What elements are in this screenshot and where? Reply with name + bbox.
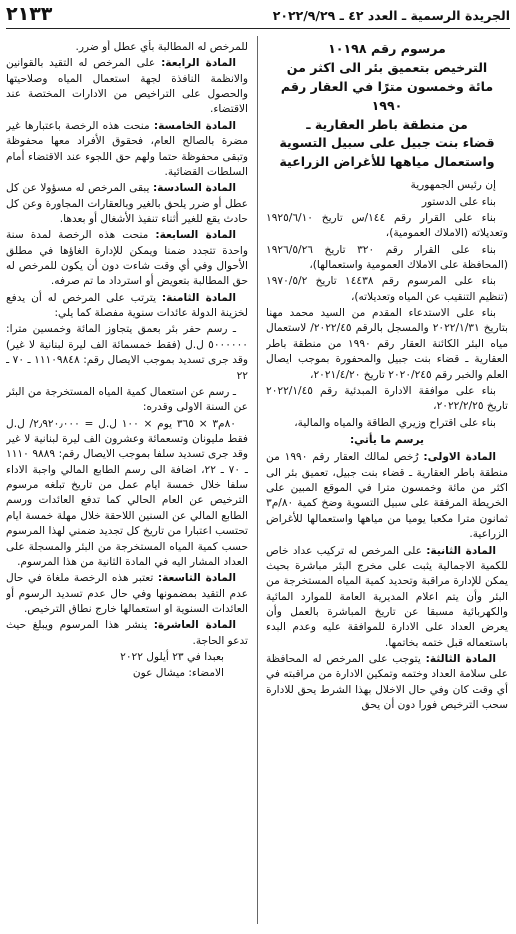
article xyxy=(266,652,508,713)
preamble-line: إن رئيس الجمهورية xyxy=(410,179,496,192)
page-number: ٢١٣٣ xyxy=(6,3,53,25)
fee-item: ـ رسم حفر بئر بعمق يتجاوز المائة وخمسين مترا: ٥٠٠٠٠٠٠ ل.ل (فقط خمسمائة الف ليرة لبنانية لا غير) وقد جرى تسديد بموجب الايصال رقم: ١١١٠٩٨٤٨ ـ ٧٠ ـ ٢٢ xyxy=(6,323,248,382)
article xyxy=(6,291,248,322)
decrees-label: يرسم ما يأتي: xyxy=(349,433,425,446)
article-label: المادة السادسة: xyxy=(152,182,236,195)
article xyxy=(6,571,248,617)
right-column xyxy=(266,40,508,928)
article-label: المادة الاولى: xyxy=(423,451,497,464)
preamble-line: بناء على القرار رقم ١٤٤/س تاريخ ١٩٢٥/٦/١٠ وتعديلاته (الاملاك العمومية)، xyxy=(266,211,508,240)
article-text: على المرخص له التقيد بالقوانين والانظمة النافذة لجهة استعمال المياه وصلاحيتها والحصول على التراخيص من الادارات المختصة عند الاقتضاء. xyxy=(6,57,248,116)
decree-heading xyxy=(266,40,508,172)
article-label: المادة الثانية: xyxy=(426,544,496,557)
article-text: يترتب على المرخص له أن يدفع لخزينة الدولة عائدات سنوية مفصلة كما يلي: xyxy=(6,291,248,320)
decree-title-line: مائة وخمسون مترًا في العقار رقم ١٩٩٠ xyxy=(280,78,494,113)
fee-item: ٨٠م٣ × ٣٦٥ يوم × ١٠٠ ل.ل = ٢٫٩٢٠٫٠٠٠/ ل.ل فقط مليونان وتسعمائة وعشرون الف ليرة لبنانية لا غير وقد جرى تسديد سلفا بموجب الايصال رقم: ٩٨٨٩ ١١١٠ ـ ٧٠ ـ ٢٢، اضافة الى رسم الطابع المالي واجبة الاداء سلفا خلال خمسة ايام عمل من تاريخ تبلغه مرسوم الترخيص عن العام الحالي كما تدفع العائدات ورسم الطابع المالي عن السنين اللاحقة خلال مهلة خمسة ايام تحتسب اعتبارا من تاريخ كل تجديد ضمني لهذا المرسوم حسب كمية المياه المستخرجة من البئر والمسجلة على العداد المشار اليه في المادة الثانية من هذا المرسوم. xyxy=(6,417,248,568)
preamble-line: بناء على المرسوم رقم ١٤٤٣٨ تاريخ ١٩٧٠/٥/٢ (تنظيم التنقيب عن المياه وتعديلاته)، xyxy=(266,275,508,303)
signature-date: بعبدا في ٢٣ أيلول ٢٠٢٢ xyxy=(120,651,224,664)
article-label: المادة الثالثة: xyxy=(425,653,496,666)
article-label: المادة السابعة: xyxy=(155,229,236,242)
preamble-line: بناء على موافقة الادارة المبدئية رقم ٢٠٢٢/١/٤٥ تاريخ ٢٠٢٢/٢/٢٥، xyxy=(266,384,508,413)
article xyxy=(266,544,508,652)
article xyxy=(6,119,248,180)
left-column xyxy=(6,40,248,928)
article xyxy=(6,618,248,649)
decree-title-line: واستعمال مياهها للأغراض الزراعية xyxy=(279,154,495,170)
article-label: المادة الرابعة: xyxy=(161,57,236,70)
decree-number: مرسوم رقم ١٠١٩٨ xyxy=(328,41,446,56)
article-text: ينشر هذا المرسوم ويبلغ حيث تدعو الحاجة. xyxy=(6,619,248,647)
preamble-line: بناء على الدستور xyxy=(421,195,496,208)
signature-block xyxy=(6,650,248,682)
article xyxy=(6,181,248,227)
article-label: المادة الخامسة: xyxy=(153,119,236,132)
article-label: المادة العاشرة: xyxy=(153,619,236,632)
signature-name: الامضاء: ميشال عون xyxy=(132,667,224,680)
preamble-line: بناء على الاستدعاء المقدم من السيد محمد مهنا بتاريخ ٢٠٢٢/١/٣١ والمسجل بالرقم ٢٠٢٢/٤٥/ لاستعمال مياه البئر الكائنة العقار رقم ١٩٩٠ من منطقة باطر العقارية ـ قضاء بنت جبيل والمحفورة بموجب ايصال العلم والخبر رقم ٢٠٢٠/٢٤٥ تاريخ ٢٠٢١/٤/٢٠، xyxy=(266,307,508,381)
column-divider xyxy=(257,36,258,924)
article-text: منحت هذه الرخصة باعتبارها غير مضرة بالصالح العام، فحقوق الأفراد معها محفوظة وتبقى محفوظة حتما ولهم حق اللجوء عند الاقتضاء أمام السلطات القضائية. xyxy=(6,119,248,178)
article-label: المادة التاسعة: xyxy=(157,572,236,585)
article-text: تعتبر هذه الرخصة ملغاة في حال عدم التقيد بمضمونها وفي حال عدم تسديد الرسوم أو العائدات السنوية او استعمالها خارج نطاق الترخيص. xyxy=(6,572,248,615)
article-label: المادة الثامنة: xyxy=(161,291,236,304)
fee-item: ـ رسم عن استعمال كمية المياه المستخرجة من البئر عن السنة الاولى وقدره: xyxy=(6,385,248,414)
page-header xyxy=(6,4,510,29)
article-text: يتوجب على المرخص له المحافظة على سلامة العداد وختمه وتمكين الادارة من مراقبته في أي وقت كان وفي حال الاخلال بهذا الشرط يحق للادارة سحب الترخيص فورا دون أن يحق xyxy=(266,653,508,712)
gazette-title: الجريدة الرسمية ـ العدد ٤٢ ـ ٢٠٢٢/٩/٢٩ xyxy=(272,8,510,23)
decree-title-line: من منطقة باطر العقارية ـ xyxy=(306,116,468,132)
preamble-line: بناء على اقتراح وزيري الطاقة والمياه والمالية، xyxy=(294,416,496,429)
article-text: منحت هذه الرخصة لمدة سنة واحدة تتجدد ضمنا ويمكن للإدارة الغاؤها في مطلق الأحوال وفي أي وقت شاءت دون أن يكون للمرخص له حق المطالبة بتعويض أو استرداد ما تم صرفه. xyxy=(6,229,248,288)
article-text: على المرخص له تركيب عداد خاص للكمية الاجمالية يثبت على مخرج البئر مباشرة بحيث يمكن للإدارة مراقبة وتحديد كمية المياه المستخرجة من البئر وأن يتم اعلام المديرية العامة للموارد المائية والكهربائية مسبقا عن تاريخ المباشرة بالعمل وأن يعرض العداد على الادارة للموافقة عليه وعدم البدء باستعماله قبل ختمه بخاتمها. xyxy=(266,544,508,649)
decree-title-line: قضاء بنت جبيل على سبيل التسوية xyxy=(279,135,495,151)
article xyxy=(266,450,508,542)
article xyxy=(6,56,248,117)
article-text: رُخص لمالك العقار رقم ١٩٩٠ من منطقة باطر العقارية ـ قضاء بنت جبيل، تعميق بئر الى اكثر من مائة وخمسون مترا في الموقع المبين على الخريطة المرفقة على سبيل التسوية وضخ كمية ٨٠/م٣ ثمانون مترا مكعبا يوميا من مياهها واستعمالها للأغراض الزراعية. xyxy=(266,451,508,541)
decree-title-line: الترخيص بتعميق بئر الى اكثر من xyxy=(286,59,488,75)
continuation-text: للمرخص له المطالبة بأي عطل أو ضرر. xyxy=(75,41,248,53)
article-text: يبقى المرخص له مسؤولا عن كل عطل أو ضرر يلحق بالغير وبالعقارات المجاورة وعن كل حادث يقع للغير أثناء تنفيذ الأشغال أو بعدها. xyxy=(6,182,248,225)
preamble-line: بناء على القرار رقم ٣٢٠ تاريخ ١٩٢٦/٥/٢٦ (المحافظة على الاملاك العمومية واستعمالها)، xyxy=(266,243,508,272)
article xyxy=(6,228,248,289)
